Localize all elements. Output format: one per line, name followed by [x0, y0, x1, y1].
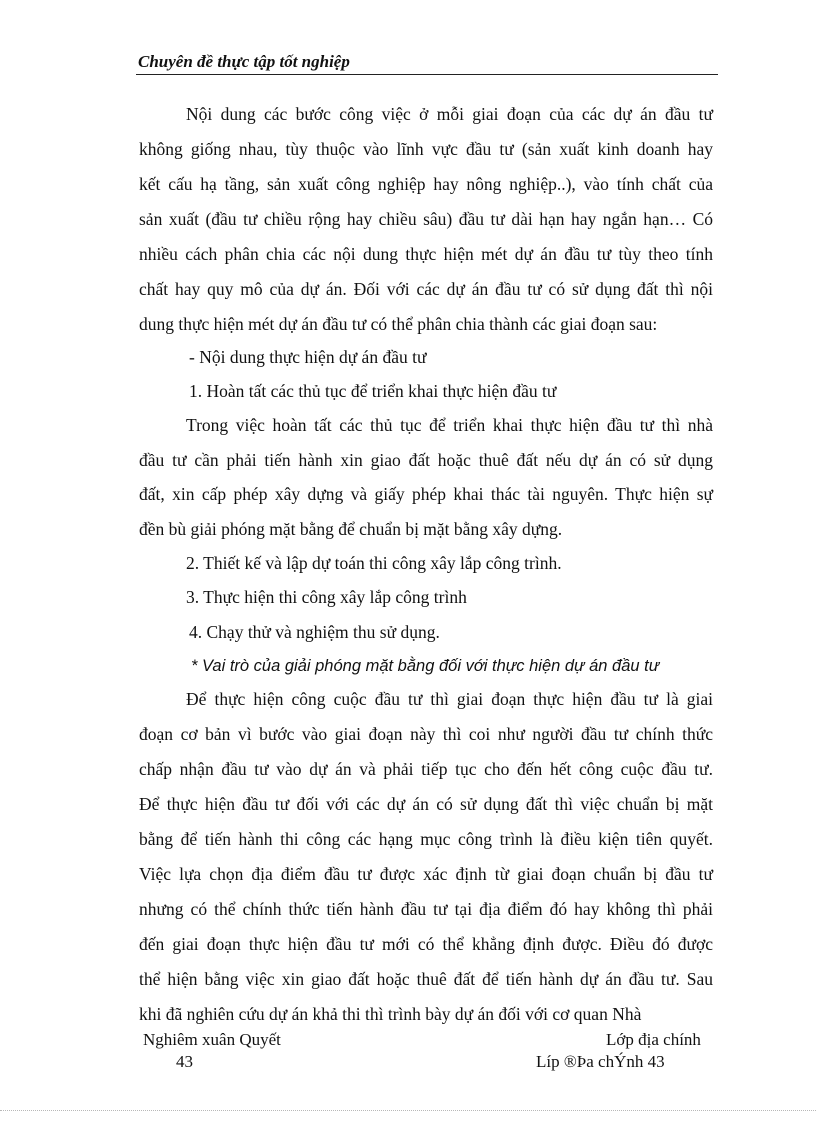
- body-line: nhiều cách phân chia các nội dung thực hiện mét dự án đầu tư tùy theo tính: [139, 244, 713, 264]
- body-line: sản xuất (đầu tư chiều rộng hay chiều sâu) đầu tư dài hạn hay ngắn hạn… Có: [139, 209, 713, 229]
- body-line: Việc lựa chọn địa điểm đầu tư được xác định từ giai đoạn chuẩn bị đầu tư: [139, 864, 713, 884]
- section-heading: * Vai trò của giải phóng mặt bằng đối với thực hiện dự án đầu tư: [191, 657, 660, 675]
- body-line: 3. Thực hiện thi công xây lắp công trình: [186, 587, 467, 607]
- footer-author: Nghiêm xuân Quyết: [143, 1030, 281, 1049]
- body-line: 4. Chạy thử và nghiệm thu sử dụng.: [189, 622, 440, 642]
- body-line: Trong việc hoàn tất các thủ tục để triển khai thực hiện đầu tư thì nhà: [186, 415, 713, 435]
- body-line: khi đã nghiên cứu dự án khả thi thì trình bày dự án đối với cơ quan Nhà: [139, 1004, 642, 1024]
- body-line: đền bù giải phóng mặt bằng để chuẩn bị mặt bằng xây dựng.: [139, 519, 563, 539]
- footer-class-label-garbled: Líp ®Þa chÝnh 43: [536, 1052, 665, 1071]
- body-line: chấp nhận đầu tư vào dự án và phải tiếp tục cho đến hết công cuộc đầu tư.: [139, 759, 713, 779]
- body-line: đầu tư cần phải tiến hành xin giao đất hoặc thuê đất nếu dự án có sử dụng: [139, 450, 713, 470]
- page-header-title: Chuyên đề thực tập tốt nghiệp: [138, 52, 350, 71]
- body-line: Nội dung các bước công việc ở mỗi giai đoạn của các dự án đầu tư: [186, 104, 713, 124]
- body-line: Để thực hiện đầu tư đối với các dự án có sử dụng đất thì việc chuẩn bị mặt: [139, 794, 713, 814]
- body-line: đến giai đoạn thực hiện đầu tư mới có thể khẳng định được. Điều đó được: [139, 934, 713, 954]
- body-line: 1. Hoàn tất các thủ tục để triển khai thực hiện đầu tư: [189, 381, 557, 401]
- body-line: Để thực hiện công cuộc đầu tư thì giai đoạn thực hiện đầu tư là giai: [186, 689, 713, 709]
- header-divider: [136, 74, 718, 75]
- page-bottom-border: [0, 1110, 816, 1111]
- body-line: chất hay quy mô của dự án. Đối với các dự án đầu tư có sử dụng đất thì nội: [139, 279, 713, 299]
- footer-class-label: Lớp địa chính: [606, 1030, 701, 1049]
- body-line: dung thực hiện mét dự án đầu tư có thể phân chia thành các giai đoạn sau:: [139, 314, 658, 334]
- body-line: không giống nhau, tùy thuộc vào lĩnh vực đầu tư (sản xuất kinh doanh hay: [139, 139, 713, 159]
- body-line: kết cấu hạ tầng, sản xuất công nghiệp hay nông nghiệp..), vào tính chất của: [139, 174, 713, 194]
- body-line: nhưng có thể chính thức tiến hành đầu tư tại địa điểm đó hay không thì phải: [139, 899, 713, 919]
- body-line: đoạn cơ bản vì bước vào giai đoạn này thì coi như người đầu tư chính thức: [139, 724, 713, 744]
- body-line: thể hiện bằng việc xin giao đất hoặc thuê đất để tiến hành dự án đầu tư. Sau: [139, 969, 713, 989]
- body-line: bằng để tiến hành thi công các hạng mục công trình là điều kiện tiên quyết.: [139, 829, 713, 849]
- body-line: đất, xin cấp phép xây dựng và giấy phép khai thác tài nguyên. Thực hiện sự: [139, 484, 713, 504]
- body-line: - Nội dung thực hiện dự án đầu tư: [189, 347, 427, 367]
- body-line: 2. Thiết kế và lập dự toán thi công xây lắp công trình.: [186, 553, 562, 573]
- footer-page-number: 43: [176, 1052, 193, 1071]
